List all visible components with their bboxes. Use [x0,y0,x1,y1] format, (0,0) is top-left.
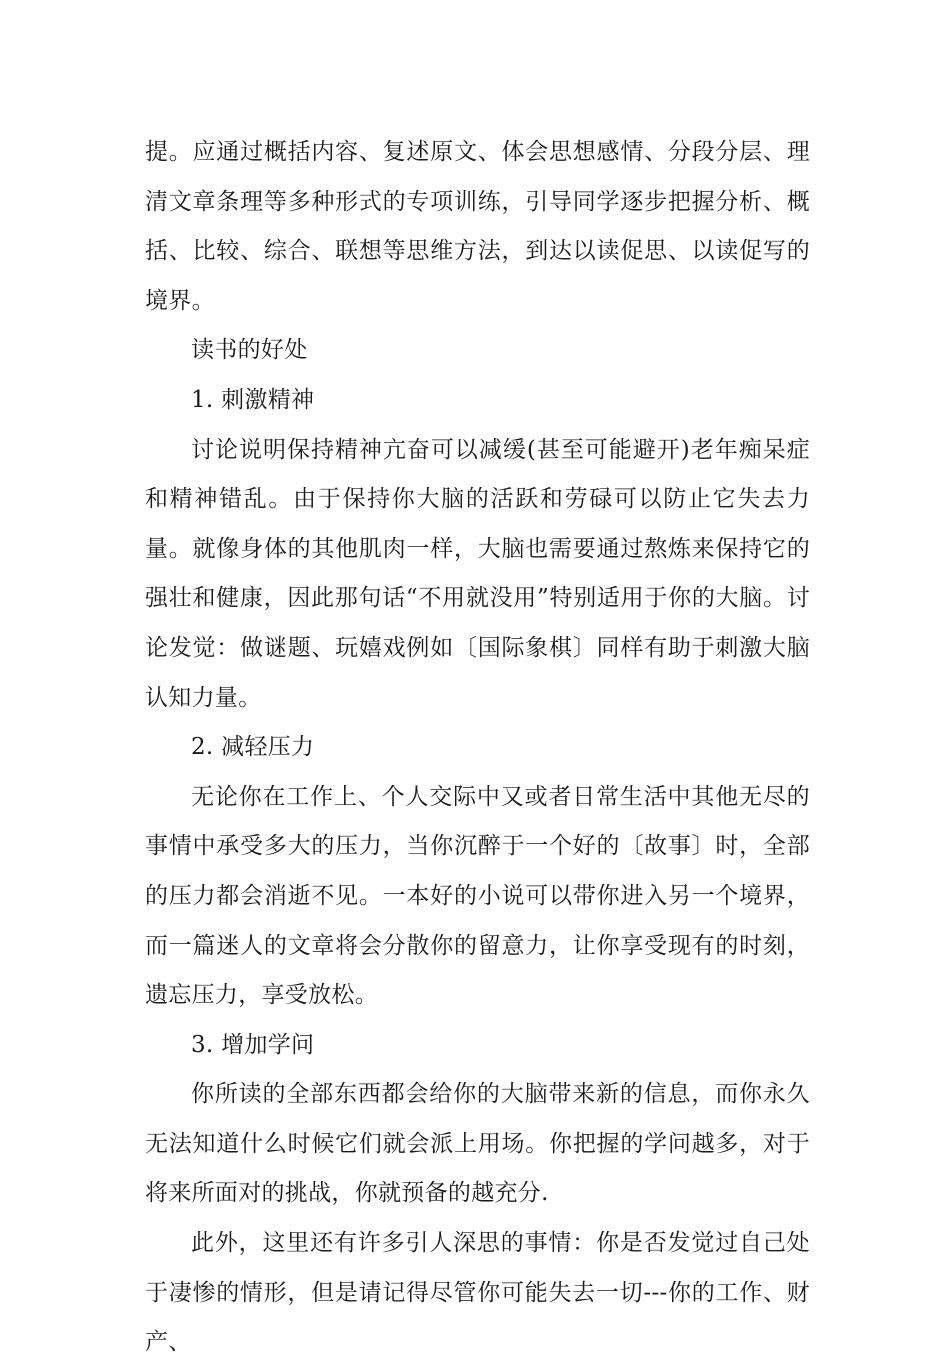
body-paragraph: 讨论说明保持精神亢奋可以减缓(甚至可能避开)老年痴呆症和精神错乱。由于保持你大脑的活跃和劳碌可以防止它失去力量。就像身体的其他肌肉一样，大脑也需要通过熬炼来保持它的强壮和健康，因此那句话“不用就没用”特别适用于你的大脑。讨论发觉：做谜题、玩嬉戏例如〔国际象棋〕同样有助于刺激大脑认知力量。 [145,436,810,711]
body-paragraph: 此外，这里还有许多引人深思的事情：你是否发觉过自己处于凄惨的情形，但是请记得尽管你可能失去一切---你的工作、财产、 [145,1230,810,1356]
body-paragraph: 提。应通过概括内容、复述原文、体会思想感情、分段分层、理清文章条理等多种形式的专项训练，引导同学逐步把握分析、概括、比较、综合、联想等思维方法，到达以读促思、以读促写的境界。 [145,139,810,314]
body-paragraph: 你所读的全部东西都会给你的大脑带来新的信息，而你永久无法知道什么时候它们就会派上用场。你把握的学问越多，对于将来所面对的挑战，你就预备的越充分. [145,1081,810,1207]
body-paragraph: 无论你在工作上、个人交际中又或者日常生活中其他无尽的事情中承受多大的压力，当你沉醉于一个好的〔故事〕时，全部的压力都会消逝不见。一本好的小说可以带你进入另一个境界，而一篇迷人的文章将会分散你的留意力，让你享受现有的时刻，遗忘压力，享受放松。 [145,783,810,1009]
section-title: 读书的好处 [191,337,308,364]
list-heading-1: 1. 刺激精神 [191,386,315,413]
list-heading-2: 2. 减轻压力 [191,734,315,761]
list-heading-3: 3. 增加学问 [191,1031,315,1058]
document-body [145,128,810,1368]
